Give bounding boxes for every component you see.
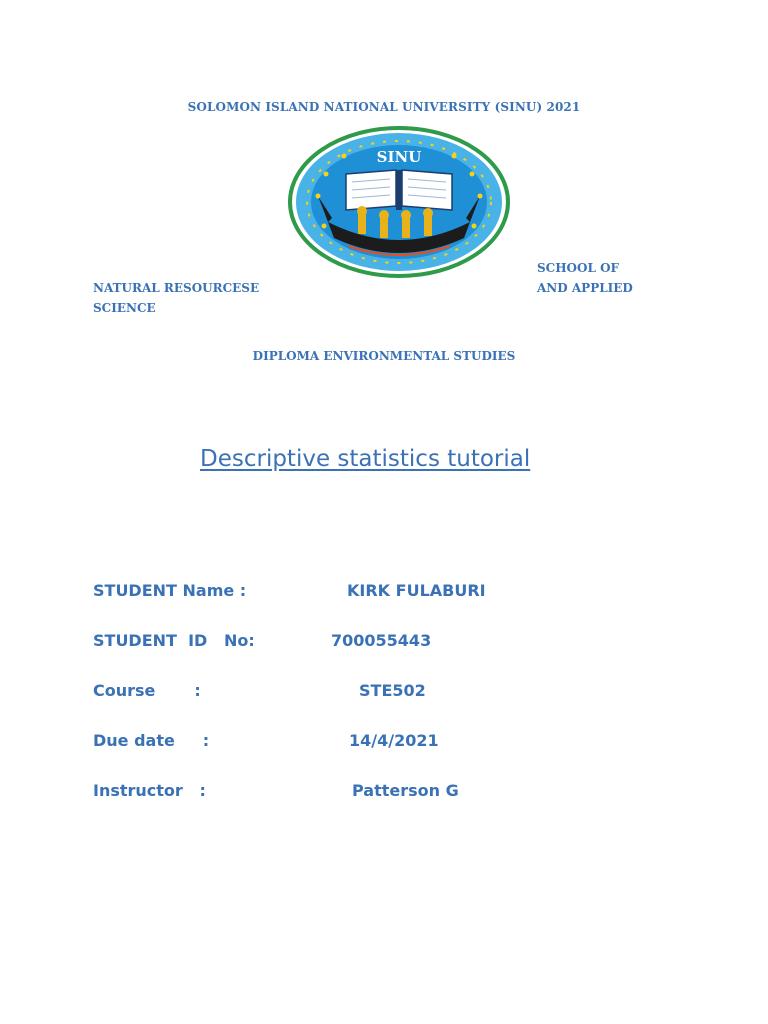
field-label: STUDENT ID No: <box>93 631 255 650</box>
field-value: KIRK FULABURI <box>347 581 486 600</box>
program-title: DIPLOMA ENVIRONMENTAL STUDIES <box>252 349 516 363</box>
field-value: STE502 <box>359 681 426 700</box>
school-name-left <box>93 279 259 318</box>
logo-text: SINU <box>376 148 422 166</box>
sinu-logo <box>288 126 510 278</box>
school-name-right <box>537 259 633 298</box>
field-label: STUDENT Name : <box>93 581 247 600</box>
school-right-line2: AND APPLIED <box>537 280 633 295</box>
field-value: 700055443 <box>331 631 432 650</box>
document-title: Descriptive statistics tutorial <box>200 446 531 472</box>
field-label: Instructor : <box>93 781 206 800</box>
school-right-line1: SCHOOL OF <box>537 261 620 275</box>
school-left-line2: SCIENCE <box>93 300 156 315</box>
university-title: SOLOMON ISLAND NATIONAL UNIVERSITY (SINU) 2021 <box>187 100 581 114</box>
field-label: Due date : <box>93 731 210 750</box>
field-label: Course : <box>93 681 201 700</box>
field-value: 14/4/2021 <box>349 731 439 750</box>
school-left-line1: NATURAL RESOURCESE <box>93 281 260 295</box>
field-value: Patterson G <box>352 781 459 800</box>
